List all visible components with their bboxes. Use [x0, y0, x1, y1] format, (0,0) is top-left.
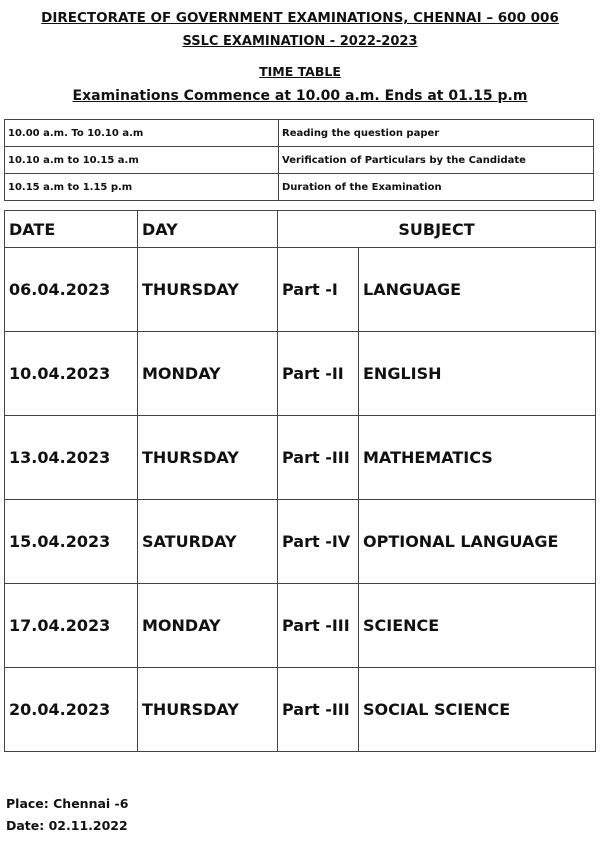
timing-time: 10.00 a.m. To 10.10 a.m — [5, 120, 279, 147]
exam-date: 17.04.2023 — [5, 584, 138, 668]
timing-time: 10.15 a.m to 1.15 p.m — [5, 174, 279, 201]
exam-date: 15.04.2023 — [5, 500, 138, 584]
header-directorate: DIRECTORATE OF GOVERNMENT EXAMINATIONS, CHENNAI – 600 006 — [41, 10, 559, 26]
schedule-row — [5, 584, 596, 668]
exam-subject: OPTIONAL LANGUAGE — [359, 500, 596, 584]
timing-row — [5, 120, 594, 147]
exam-subject: SOCIAL SCIENCE — [359, 668, 596, 752]
exam-subject: SCIENCE — [359, 584, 596, 668]
exam-subject: LANGUAGE — [359, 248, 596, 332]
exam-date: 10.04.2023 — [5, 332, 138, 416]
exam-subject: MATHEMATICS — [359, 416, 596, 500]
timing-activity: Duration of the Examination — [279, 174, 594, 201]
exam-date: 13.04.2023 — [5, 416, 138, 500]
exam-subject: ENGLISH — [359, 332, 596, 416]
schedule-row — [5, 248, 596, 332]
timing-activity: Reading the question paper — [279, 120, 594, 147]
timing-time: 10.10 a.m to 10.15 a.m — [5, 147, 279, 174]
header-exam-timing: Examinations Commence at 10.00 a.m. Ends at 01.15 p.m — [72, 88, 528, 104]
header-exam-title: SSLC EXAMINATION - 2022-2023 — [182, 34, 418, 49]
exam-part: Part -III — [278, 416, 359, 500]
column-header-subject: SUBJECT — [278, 211, 596, 248]
timing-table — [4, 119, 594, 201]
exam-part: Part -IV — [278, 500, 359, 584]
timing-activity: Verification of Particulars by the Candidate — [279, 147, 594, 174]
schedule-row — [5, 332, 596, 416]
exam-part: Part -III — [278, 668, 359, 752]
footer-place: Place: Chennai -6 — [6, 796, 129, 811]
timing-row — [5, 147, 594, 174]
exam-part: Part -II — [278, 332, 359, 416]
column-header-day: DAY — [138, 211, 278, 248]
exam-day: SATURDAY — [138, 500, 278, 584]
schedule-header-row — [5, 211, 596, 248]
column-header-date: DATE — [5, 211, 138, 248]
schedule-row — [5, 500, 596, 584]
schedule-row — [5, 416, 596, 500]
exam-date: 06.04.2023 — [5, 248, 138, 332]
schedule-table — [4, 210, 596, 752]
header-time-table: TIME TABLE — [259, 64, 341, 79]
exam-day: THURSDAY — [138, 668, 278, 752]
exam-part: Part -III — [278, 584, 359, 668]
exam-date: 20.04.2023 — [5, 668, 138, 752]
schedule-row — [5, 668, 596, 752]
exam-day: THURSDAY — [138, 248, 278, 332]
exam-day: THURSDAY — [138, 416, 278, 500]
exam-part: Part -I — [278, 248, 359, 332]
exam-day: MONDAY — [138, 332, 278, 416]
exam-day: MONDAY — [138, 584, 278, 668]
footer-date: Date: 02.11.2022 — [6, 818, 128, 833]
timing-row — [5, 174, 594, 201]
